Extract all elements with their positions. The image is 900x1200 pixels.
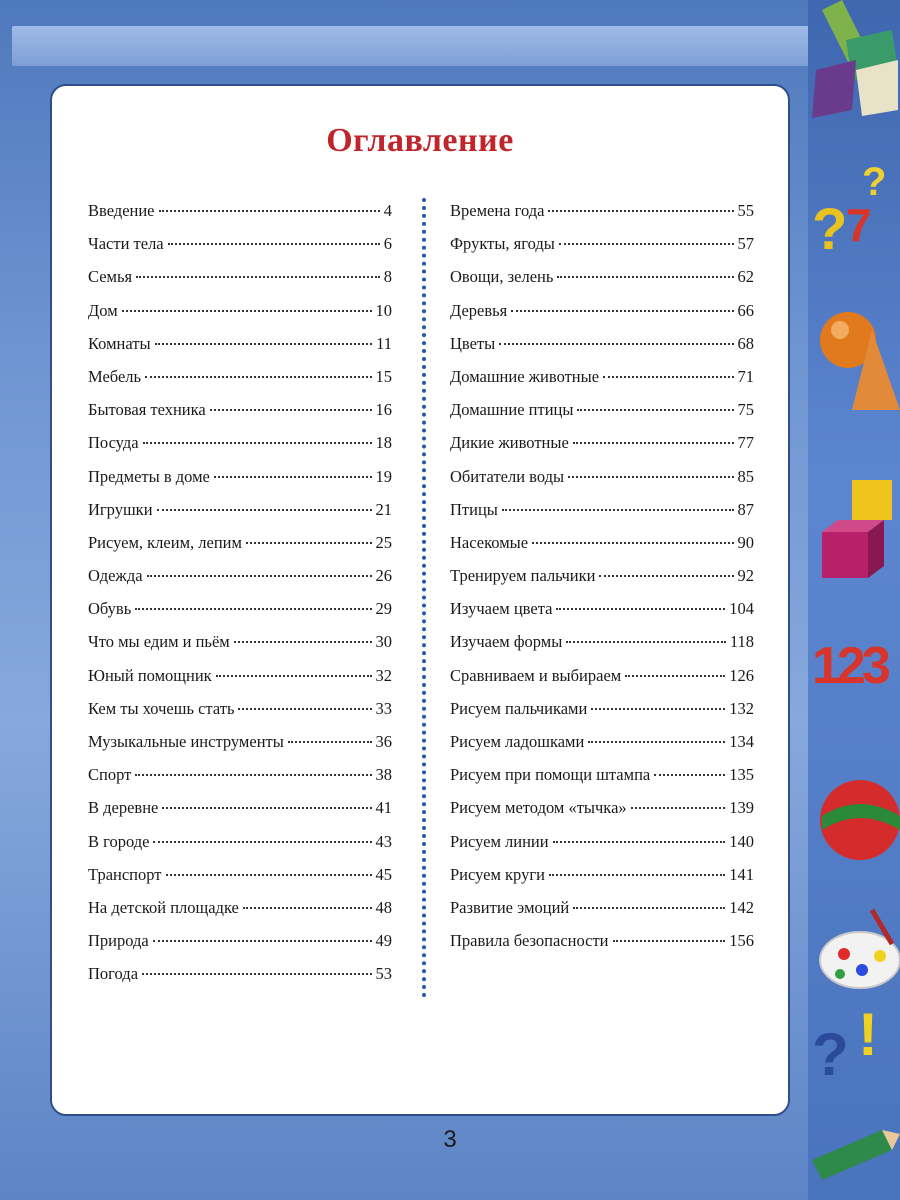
toc-entry-page: 90 [737,532,754,552]
toc-entry-page: 6 [383,234,392,254]
toc-entry-label: Спорт [88,765,132,785]
toc-dot-leader [162,806,371,809]
toc-dot-leader [591,707,725,710]
toc-entry [88,865,392,898]
column-divider [422,198,426,998]
toc-dot-leader [553,840,726,843]
toc-dot-leader [613,939,726,942]
toc-entry [450,267,754,300]
toc-entry-page: 140 [729,831,754,851]
toc-entry [88,898,392,931]
toc-dot-leader [153,840,371,843]
toc-entry-page: 25 [375,532,392,552]
toc-entry-page: 48 [375,897,392,917]
exclamation-icon: ! [858,1001,878,1068]
toc-entry-label: Дом [88,300,118,320]
toc-entry-page: 53 [375,964,392,984]
question-mark-icon-2: ? [862,160,887,204]
toc-entry-page: 75 [737,400,754,420]
toc-entry-page: 139 [729,798,754,818]
toc-entry [450,699,754,732]
toc-entry-page: 43 [375,831,392,851]
toc-entry-page: 85 [737,466,754,486]
toc-entry-page: 71 [737,366,754,386]
toc-entry-page: 41 [375,798,392,818]
toc-entry-page: 156 [729,931,754,951]
toc-entry-page: 45 [375,864,392,884]
toc-entry-label: Кем ты хочешь стать [88,698,235,718]
toc-entry-label: Игрушки [88,499,153,519]
toc-dot-leader [135,773,371,776]
toc-entry [450,632,754,665]
toc-entry [88,367,392,400]
toc-dot-leader [599,574,733,577]
toc-entry [450,201,754,234]
toc-entry [450,898,754,931]
top-band [12,26,812,66]
toc-entry-label: Музыкальные инструменты [88,732,284,751]
toc-entry-label: Фрукты, ягоды [450,234,555,254]
toc-entry [450,467,754,500]
toc-entry [450,765,754,798]
toc-entry [450,599,754,632]
toc-entry [450,533,754,566]
toc-entry-label: Рисуем, клеим, лепим [88,532,242,552]
toc-entry-page: 118 [729,632,754,652]
question-mark-icon: ? [812,197,848,262]
toc-entry-label: Дикие животные [450,433,569,453]
toc-entry [88,234,392,267]
cube-icon [812,476,900,596]
toc-entry [88,467,392,500]
question-mark-icon-3: ? [812,1021,849,1088]
toc-entry-label: Одежда [88,566,143,586]
toc-entry [88,931,392,964]
toc-dot-leader [603,375,733,378]
toc-entry-label: В деревне [88,798,159,818]
numbers-icon: 123 [812,637,887,695]
toc-entry-page: 142 [729,897,754,917]
toc-dot-leader [566,640,726,643]
toc-dot-leader [625,674,725,677]
toc-dot-leader [549,873,725,876]
toc-entry-label: Семья [88,267,133,287]
toc-entry-label: Насекомые [450,532,529,552]
toc-entry [450,334,754,367]
toc-entry-label: Тренируем пальчики [450,566,596,586]
toc-dot-leader [246,541,372,544]
toc-entry [88,599,392,632]
toc-entry-label: Рисуем линии [450,831,549,851]
toc-dot-leader [502,508,734,511]
toc-entry-page: 36 [375,732,392,751]
toc-entry-page: 29 [375,599,392,619]
toc-dot-leader [145,375,371,378]
toc-entry [450,865,754,898]
toc-entry-label: Введение [88,201,155,220]
toc-entry [88,433,392,466]
toc-entry-page: 92 [737,566,754,586]
toc-entry-page: 33 [375,698,392,718]
toc-dot-leader [288,740,372,743]
toc-entry-label: Рисуем ладошками [450,732,585,751]
toc-entry-page: 77 [737,433,754,453]
striped-ball-icon [812,764,900,874]
toc-entry [450,832,754,865]
toc-entry [88,832,392,865]
toc-entry-page: 8 [383,267,392,287]
toc-entry [88,798,392,831]
toc-entry [450,566,754,599]
toc-entry-page: 126 [729,665,754,685]
toc-dot-leader [573,441,734,444]
toc-entry [450,500,754,533]
toc-entry [450,400,754,433]
toc-entry-page: 55 [737,201,754,220]
ball-icon [812,300,900,440]
toc-entry-label: Погода [88,964,139,984]
toc-dot-leader [166,873,372,876]
toc-entry-label: Рисуем круги [450,864,545,884]
toc-dot-leader [654,773,725,776]
toc-entry-label: Мебель [88,366,142,386]
toc-entry [88,301,392,334]
toc-entry-label: Правила безопасности [450,931,609,951]
toc-entry-label: Части тела [88,234,164,254]
toc-entry [450,798,754,831]
toc-dot-leader [157,508,372,511]
toc-entry [450,931,754,964]
toc-dot-leader [122,309,372,312]
toc-dot-leader [136,275,380,278]
toc-entry-page: 19 [375,466,392,486]
toc-entry-page: 21 [375,499,392,519]
toc-entry-page: 68 [737,333,754,353]
toc-entry [88,699,392,732]
toc-entry [88,732,392,765]
toc-entry-label: Бытовая техника [88,400,206,420]
toc-dot-leader [135,607,371,610]
toc-entry-page: 30 [375,632,392,652]
toc-entry-page: 66 [737,300,754,320]
toc-dot-leader [588,740,725,743]
toc-entry [450,367,754,400]
toc-entry-label: Домашние птицы [450,400,574,420]
toc-entry-label: Предметы в доме [88,466,210,486]
toc-dot-leader [532,541,733,544]
toc-dot-leader [238,707,371,710]
toc-entry [88,666,392,699]
toc-dot-leader [159,209,380,212]
toc-entry [88,201,392,234]
toc-entry-page: 104 [729,599,754,619]
toc-entry [88,500,392,533]
toc-entry-label: Рисуем пальчиками [450,698,588,718]
toc-entry-label: Овощи, зелень [450,267,554,287]
toc-entry-page: 32 [375,665,392,685]
toc-entry-page: 62 [737,267,754,287]
toc-entry-page: 4 [383,201,392,220]
toc-dot-leader [557,275,733,278]
toc-column-right [450,201,754,964]
toc-entry-page: 26 [375,566,392,586]
toc-card [50,84,790,1116]
toc-dot-leader [499,342,733,345]
toc-entry-page: 135 [729,765,754,785]
toc-column-left [88,201,392,998]
palette-icon [812,900,900,1000]
toc-entry [88,765,392,798]
toc-entry-label: Природа [88,931,149,951]
toc-entry-label: Посуда [88,433,139,453]
toc-entry-page: 18 [375,433,392,453]
toc-entry-label: Комнаты [88,333,151,353]
toc-entry [88,533,392,566]
toc-entry-label: Рисуем методом «тычка» [450,798,627,818]
toc-dot-leader [216,674,372,677]
toc-dot-leader [234,640,372,643]
toc-entry-label: Обувь [88,599,132,619]
seven-icon: 7 [846,199,872,251]
toc-entry [88,566,392,599]
toc-entry-label: На детской площадке [88,897,239,917]
toc-entry-page: 11 [376,333,392,353]
toc-entry-label: Транспорт [88,864,162,884]
toc-entry-label: Цветы [450,333,496,353]
toc-entry-page: 16 [375,400,392,420]
toc-entry-page: 10 [375,300,392,320]
toc-entry-label: Юный помощник [88,665,212,685]
toc-dot-leader [559,242,734,245]
toc-entry-page: 134 [729,732,754,751]
toc-entry-label: Времена года [450,201,545,220]
page-title: Оглавление [326,122,514,159]
toc-entry-page: 49 [375,931,392,951]
toc-entry [88,964,392,997]
toc-entry-label: Деревья [450,300,508,320]
toc-entry [450,234,754,267]
toc-dot-leader [142,972,371,975]
toc-entry [450,433,754,466]
toc-dot-leader [153,939,372,942]
toc-dot-leader [147,574,372,577]
toc-entry-label: Рисуем при помощи штампа [450,765,651,785]
toc-dot-leader [214,475,372,478]
toc-dot-leader [143,441,372,444]
toc-dot-leader [511,309,733,312]
toc-entry [450,732,754,765]
toc-entry [88,334,392,367]
toc-dot-leader [568,475,733,478]
toc-entry-label: Что мы едим и пьём [88,632,230,652]
toc-entry-page: 38 [375,765,392,785]
toc-entry-label: В городе [88,831,150,851]
toc-entry-label: Изучаем цвета [450,599,553,619]
toc-entry-page: 15 [375,366,392,386]
toc-dot-leader [243,906,372,909]
page-number: 3 [443,1126,457,1153]
toc-entry-label: Домашние животные [450,366,600,386]
toc-entry-label: Изучаем формы [450,632,563,652]
toc-dot-leader [577,408,733,411]
toc-dot-leader [210,408,372,411]
toc-entry [450,301,754,334]
toc-entry [450,666,754,699]
toc-dot-leader [631,806,726,809]
toc-entry-page: 141 [729,864,754,884]
toc-entry-page: 57 [737,234,754,254]
toc-entry-label: Птицы [450,499,498,519]
toc-entry [88,267,392,300]
toc-entry-label: Обитатели воды [450,466,565,486]
toc-dot-leader [573,906,725,909]
toc-entry-page: 87 [737,499,754,519]
toc-dot-leader [548,209,733,212]
toc-entry-page: 132 [729,698,754,718]
toc-dot-leader [168,242,380,245]
toc-dot-leader [556,607,725,610]
toc-entry-label: Развитие эмоций [450,897,570,917]
toc-entry [88,400,392,433]
toc-entry-label: Сравниваем и выбираем [450,665,622,685]
pencil-icon [812,0,900,130]
toc-entry [88,632,392,665]
toc-dot-leader [155,342,373,345]
